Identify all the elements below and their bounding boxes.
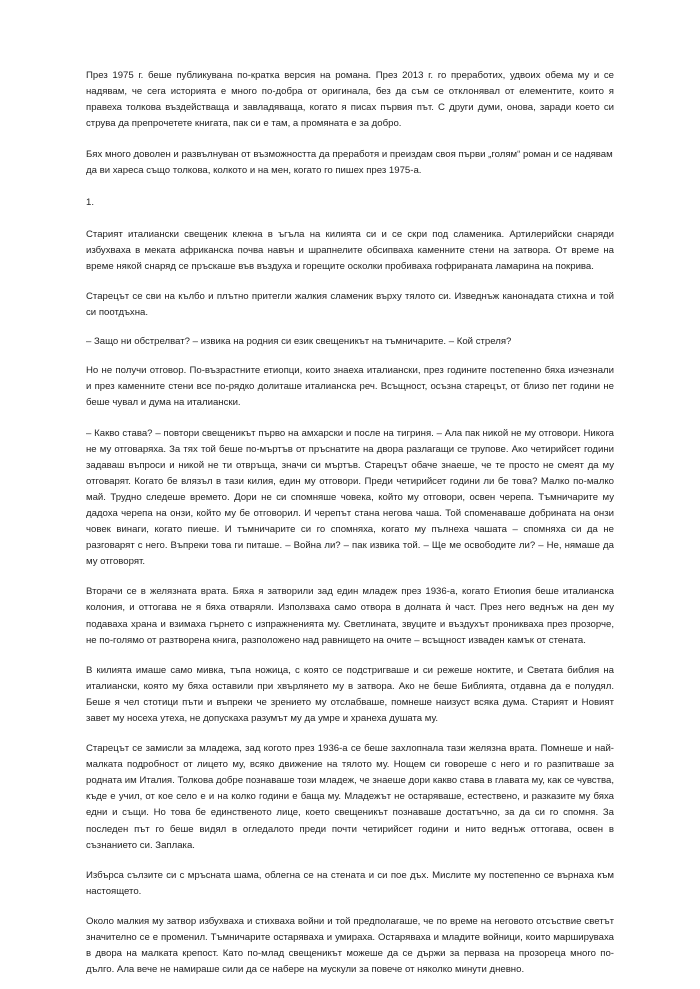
- body-paragraph-1: Старият италиански свещеник клекна в ъгъла на килията си и се скри под сламеника. Артилерийски снаряди избухваха в меката африканска почва навън и шрапнелите обсипваха каменните стени на затвора. От време на време някой снаряд се пръскаше във въздуха и горещите осколки пробиваха гофрираната ламарина на покрива.: [86, 228, 614, 272]
- body-paragraph-3: – Защо ни обстрелват? – извика на родния си език свещеникът на тъмничарите. – Кой стреля?: [86, 336, 512, 348]
- body-paragraph-4: Но не получи отговор. По-възрастните етиопци, които знаеха италиански, през годините постепенно бяха изчезнали и през каменните стени все по-рядко долиташе италианска реч. Всъщност, осъзна старецът, от близо пет години не беше чувал и дума на италиански.: [86, 365, 614, 409]
- intro-paragraph-2: Бях много доволен и развълнуван от възможността да преработя и преиздам своя първи „голям“ роман и се надявам да ви хареса също толкова, колкото и на мен, когато го пишех през 1975-а.: [86, 149, 613, 177]
- document-page: [86, 64, 614, 978]
- body-paragraph-6: Вторачи се в желязната врата. Бяха я затворили зад един младеж през 1936-а, когато Етиопия беше италианска колония, и оттогава не я бяха отваряли. Използваха само отвора в долната ѝ част. През него веднъж на ден му подаваха храна и взимаха гърнето с изпражненията му. Светлината, звуците и въздухът проникваха през прозорче, не по-голямо от разтворена книга, разположено над равнището на очите – всъщност изваден камък от стената.: [86, 586, 614, 646]
- chapter-number: 1.: [86, 196, 95, 208]
- body-paragraph-7: В килията имаше само мивка, тъпа ножица, с която се подстригваше и си режеше ноктите, и Светата библия на италиански, която му бяха оставили при хвърлянето му в затвора. Ако не беше Библията, отдавна да е полудял. Беше я чел стотици пъти и въпреки че зрението му отслабваше, помнеше наизуст всяка дума. Старият и Новият завет му носеха утеха, не допускаха разумът му да умре и хранеха душата му.: [86, 664, 614, 724]
- body-paragraph-2: Старецът се сви на кълбо и плътно притегли жалкия сламеник върху тялото си. Изведнъж канонадата стихна и той си поотдъхна.: [86, 290, 614, 319]
- body-paragraph-5: – Какво става? – повтори свещеникът първо на амхарски и после на тигриня. – Ала пак никой не му отговори. Никога не му отговаряха. За тях той беше по-мъртъв от пръснатите на двора разлагащи се трупове. Ако четирийсет години задаваш въпроси и никой не ти отвръща, значи си мъртъв. Старецът обаче знаеше, че те просто не смеят да му отговарят. Когато бе влязъл в тази килия, един му отговори. Преди четирийсет години ли бе това? Малко по-малко май. Трудно следеше времето. Дори не си спомняше човека, който му отговори, освен черепа. Тъмничарите му дадоха черепа на онзи, който му бе отговорил. И черепът стана негова чаша. Той споменаваше добрината на онзи човек винаги, когато пиеше. И тъмничарите си го спомняха, когато му пълнеха чашата – спомняха си да не разговарят с него. Въпреки това ги питаше. – Война ли? – пак извика той. – Ще ме освободите ли? – Не, нямаше да му отговорят.: [86, 427, 614, 568]
- body-paragraph-8: Старецът се замисли за младежа, зад когото през 1936-а се беше захлопнала тази желязна врата. Помнеше и най-малката подробност от лицето му, всяко движение на тялото му. Нощем си говореше с него и го разпитваше за родната им Италия. Толкова добре познаваше този младеж, че знаеше дори какво става в главата му, как се чувства, къде е учил, от кое село е и на колко години е баща му. Младежът не остаряваше, естествено, и разказите му бяха едни и същи. Но това бе единственото лице, което свещеникът познаваше достатъчно, за да си го спомня. За последен път го беше видял в огледалото преди почти четирийсет години и нито веднъж оттогава, освен в съзнанието си. Заплака.: [86, 743, 614, 851]
- body-paragraph-10: Около малкия му затвор избухваха и стихваха войни и той предполагаше, че по време на неговото отсъствие светът значително се е променил. Тъмничарите остаряваха и умираха. Остаряваха и младите войници, които маршируваха в двора на малката крепост. Като по-млад свещеникът можеше да се държи за перваза на прозореца много по-дълго. Ала вече не намираше сили да се набере на мускули за повече от няколко минути дневно.: [86, 915, 614, 976]
- intro-paragraph-1: През 1975 г. беше публикувана по-кратка версия на романа. През 2013 г. го преработих, удвоих обема му и се надявам, че сега историята е много по-добра от оригинала, без да съм се отклонявал от елементите, които я правеха толкова въздействаща и завладяваща, когато я писах първия път. С други думи, онова, заради което си струва да препрочетете книгата, пак си е там, а промяната е за добро.: [86, 70, 614, 130]
- body-paragraph-9: Избърса сълзите си с мръсната шама, облегна се на стената и си пое дъх. Мислите му постепенно се върнаха към настоящето.: [86, 869, 614, 897]
